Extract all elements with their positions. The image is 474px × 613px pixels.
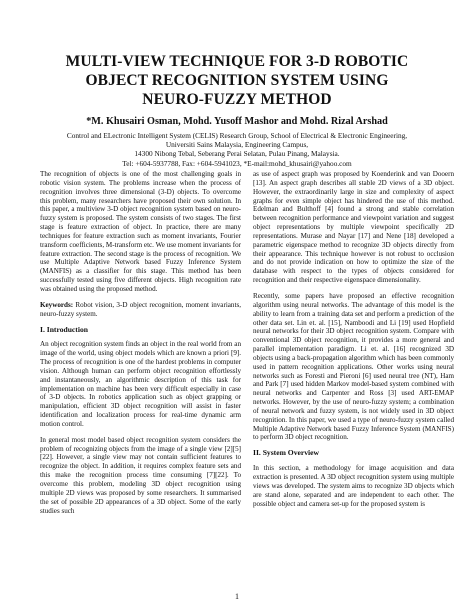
intro-paragraph-2: In general most model based object recognition system considers the problem of recognizing objects from the image of a single view [2][5][22]. However, a single view may not contain sufficient features to recognize the object. In addition, it requires complex feature sets and this make the recognition process time consuming [7][22]. To overcome this problem, modeling 3D object recognition using multiple 2D views was proposed by some researchers. It summarised the set of possible 2D appearances of a 3D object. Some of the early studies such	[40, 435, 241, 515]
section-heading-system-overview: II. System Overview	[253, 448, 320, 458]
affiliation-line: Tel: +604-5937788, Fax: +604-5941023, *E-mail:mohd_khusairi@yahoo.com	[122, 158, 352, 168]
abstract-paragraph: The recognition of objects is one of the most challenging goals in robotic vision system. The problems increase when the process of recognition involves three dimensional (3-D) objects. To overcome this problem, many researchers have proposed their own solution. In this paper, a multiview 3-D object recognition system based on neuro-fuzzy system is proposed. The system consists of two stages. The first stage is feature extraction of object. In practice, there are many techniques for feature extraction such as moment invariants, Fourier transform coefficients, M-transform etc. We use moment invariants for feature extraction. The second stage is the process of recognition. We use Multiple Adaptive Network based Fuzzy Inference System (MANFIS) as a classifier for this stage. This method has been successfully tested using five different objects. High recognition rate was obtained using the proposed method.	[40, 170, 241, 293]
left-column	[40, 170, 241, 522]
title-line: OBJECT RECOGNITION SYSTEM USING	[85, 72, 389, 89]
related-work-paragraph-1: as use of aspect graph was proposed by Koenderink and van Dooern [13]. An aspect graph describes all stable 2D views of a 3D object. However, the extraordinarily large in size and complexity of aspect graphs for even simple object has hindered the use of this method. Edelman and Bulthoff [4] found a strong and stable correlation between recognition performance and viewpoint variation and suggest object representations by multiple viewpoint specifically 2D representations. Murase and Nayar [17] and Nene [18] developed a parametric eigenspace method to recognize 3D objects directly from their appearance. This technique however is not robust to occlusion and do not provide indication on how to optimize the size of the database with respect to the types of objects considered for recognition and their respective eigenspace dimensionality.	[253, 170, 454, 285]
section-heading-introduction: I. Introduction	[40, 324, 88, 334]
right-column	[253, 170, 454, 515]
title-line: NEURO-FUZZY METHOD	[142, 91, 332, 108]
affiliation-line: Control and ELectronic Intelligent System (CELIS) Research Group, School of Electrical & Electronic Engineering,	[66, 131, 408, 140]
keywords	[40, 301, 241, 319]
affiliation-line: 14300 Nibong Tebal, Seberang Perai Selatan, Pulau Pinang, Malaysia.	[134, 149, 340, 159]
related-work-paragraph-2: Recently, some papers have proposed an effective recognition algorithm using neural networks. The advantage of this model is the ability to learn from a training data set and perform a prediction of the other data set. Lin et. al. [15], Namboodi and Li [19] used Hopfield neural networks for their 3D object recognition system. Compare with conventional 3D object recognition, it provides a more general and parallel implementation paradigm. Li et. al. [16] recognized 3D objects using a back-propagation algorithm which has been commonly used in pattern recognition applications. Other works using neural networks such as Foresti and Pieroni [6] used neural tree (NT), Ham and Park [7] used hidden Markov model-based system combined with neural networks and Carpenter and Ross [3] used ART-EMAP networks. However, by the use of neuro-fuzzy system; a combination of neural network and fuzzy system, is not widely used in 3D object recognition. In this paper, we used a type of neuro-fuzzy system called Multiple Adaptive Network based Fuzzy Inference System (MANFIS) to perform 3D object recognition.	[253, 291, 454, 442]
paper-title	[60, 52, 414, 109]
title-line: MULTI-VIEW TECHNIQUE FOR 3-D ROBOTIC	[65, 53, 409, 70]
affiliation-line: Universiti Sains Malaysia, Engineering Campus,	[165, 140, 309, 150]
page-number: 1	[235, 592, 239, 601]
intro-paragraph-1: An object recognition system finds an object in the real world from an image of the world, using object models which are known a priori [9]. The process of recognition is one of the hardest problems in computer vision. Although human can perform object recognition effortlessly and instantaneously, an algorithmic description of this task for implementation on machine has been very difficult especially in case of 3-D objects. In robotics application such as object grapping or manipulation, efficient 3D object recognition will assist in faster identification and localization process for real-time dynamic arm motion control.	[40, 340, 241, 428]
keywords-label: Keywords:	[40, 300, 74, 309]
author-list: *M. Khusairi Osman, Mohd. Yusoff Mashor and Mohd. Rizal Arshad	[86, 116, 388, 127]
affiliation	[30, 131, 444, 168]
system-overview-paragraph: In this section, a methodology for image acquisition and data extraction is presented. A 3D object recognition system using multiple views was developed. The system aims to recognize 3D objects which are stand alone, separated and are independent to each other. The possible object and camera set-up for the proposed system is	[253, 464, 454, 508]
keywords-text: Robot vision, 3-D object recognition, moment invariants, neuro-fuzzy system.	[40, 300, 241, 318]
